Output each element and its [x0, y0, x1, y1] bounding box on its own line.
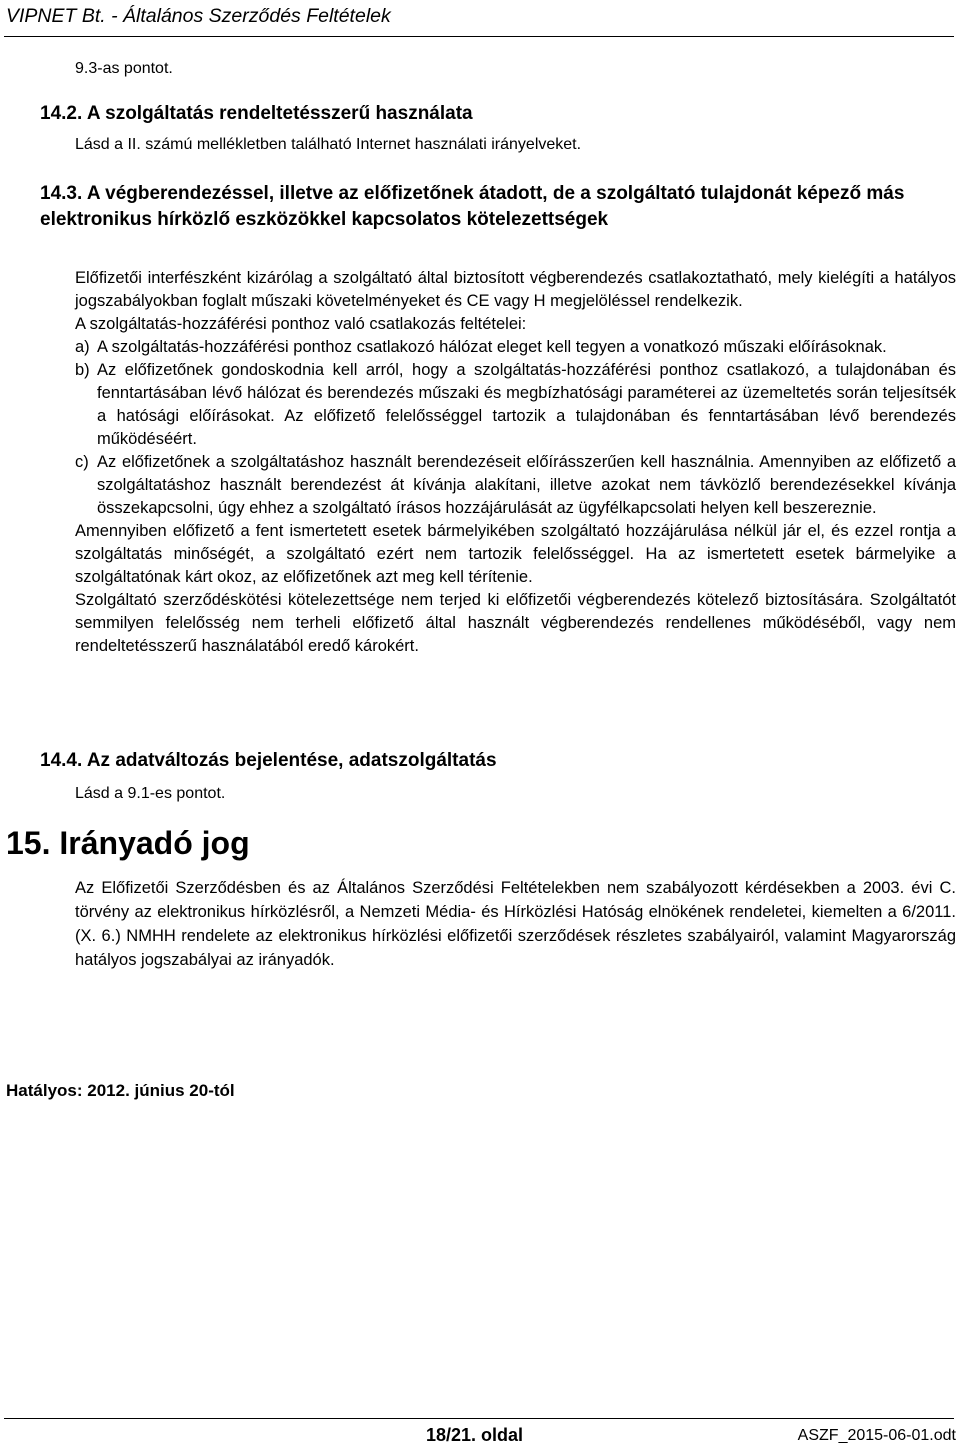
header-title: VIPNET Bt. - Általános Szerződés Feltételek [6, 5, 391, 27]
page-number: 18/21. oldal [426, 1425, 524, 1445]
section-14-3-heading: 14.3. A végberendezéssel, illetve az előfizetőnek átadott, de a szolgáltató tulajdonát képező más elektronikus hírközlő eszközökkel kapcsolatos kötelezettségek [40, 183, 905, 230]
document-filename: ASZF_2015-06-01.odt [797, 1427, 956, 1444]
list-item-label: a) [75, 338, 90, 356]
header-divider [4, 36, 954, 37]
list-item [75, 336, 956, 359]
list-item-label: b) [75, 361, 90, 379]
list-item [75, 451, 956, 520]
list-item-text: Az előfizetőnek gondoskodnia kell arról, hogy a szolgáltatás-hozzáférési ponthoz csatlakozó, a tulajdonában és fenntartásában lévő hálózat és berendezés műszaki és megbízhatósági paraméterei az üzemeltetés során teljesítsék a hatósági előírásokat. Az előfizető felelősséggel tartozik a tulajdonában és fenntartásában lévő berendezés működéséért. [97, 361, 956, 448]
section-14-2-heading: 14.2. A szolgáltatás rendeltetésszerű használata [40, 103, 473, 124]
paragraph: Szolgáltató szerződéskötési kötelezettsége nem terjed ki előfizetői végberendezés kötelező biztosítására. Szolgáltatót semmilyen felelősség nem terheli előfizető által használt végberendezés rendellenes működéséből, vagy nem rendeltetésszerű használatából eredő károkért. [75, 591, 956, 655]
section-14-4-heading: 14.4. Az adatváltozás bejelentése, adatszolgáltatás [40, 750, 497, 771]
list-item-label: c) [75, 453, 89, 471]
section-14-3-body [75, 267, 956, 658]
paragraph: Amennyiben előfizető a fent ismertetett esetek bármelyikében szolgáltató hozzájárulása nélkül jár el, és ezzel rontja a szolgáltatás minőségét, a szolgáltató ezért nem tartozik felelősséggel. Ha az ismertetett esetek bármelyike a szolgáltatónak kárt okoz, az előfizetőnek azt meg kell térítenie. [75, 522, 956, 586]
list-item [75, 359, 956, 451]
section-14-2-body: Lásd a II. számú mellékletben található Internet használati irányelveket. [75, 136, 582, 153]
section-15-heading: 15. Irányadó jog [6, 825, 250, 861]
section-15-body [75, 876, 956, 972]
section-14-4-body: Lásd a 9.1-es pontot. [75, 785, 226, 802]
list-item-text: Az előfizetőnek a szolgáltatáshoz használt berendezéseit előírásszerűen kell használnia. Amennyiben az előfizető a szolgáltatáshoz használt berendezést át kívánja alakítani, illetve azokat nem távközlő berendezésekkel kívánja összekapcsolni, úgy ehhez a szolgáltató írásos hozzájárulását az ügyfélkapcsolati helyen kell beszereznie. [97, 453, 956, 517]
footer-divider [4, 1418, 954, 1419]
section-ref-text: 9.3-as pontot. [75, 60, 173, 77]
effective-date: Hatályos: 2012. június 20-tól [6, 1081, 235, 1100]
paragraph: Előfizetői interfészként kizárólag a szolgáltató által biztosított végberendezés csatlakoztatható, mely kielégíti a hatályos jogszabályokban foglalt műszaki követelményeket és CE vagy H megjelöléssel rendelkezik. [75, 269, 956, 310]
paragraph: Az Előfizetői Szerződésben és az Általános Szerződési Feltételekben nem szabályozott kérdésekben a 2003. évi C. törvény az elektronikus hírközlésről, a Nemzeti Média- és Hírközlési Hatóság elnökének rendeletei, kiemelten a 6/2011. (X. 6.) NMHH rendelete az elektronikus hírközlési előfizetői szerződések részletes szabályairól, valamint Magyarország hatályos jogszabályai az irányadók. [75, 879, 956, 969]
list-item-text: A szolgáltatás-hozzáférési ponthoz csatlakozó hálózat eleget kell tegyen a vonatkozó műszaki előírásoknak. [97, 338, 887, 356]
paragraph: A szolgáltatás-hozzáférési ponthoz való csatlakozás feltételei: [75, 315, 527, 333]
